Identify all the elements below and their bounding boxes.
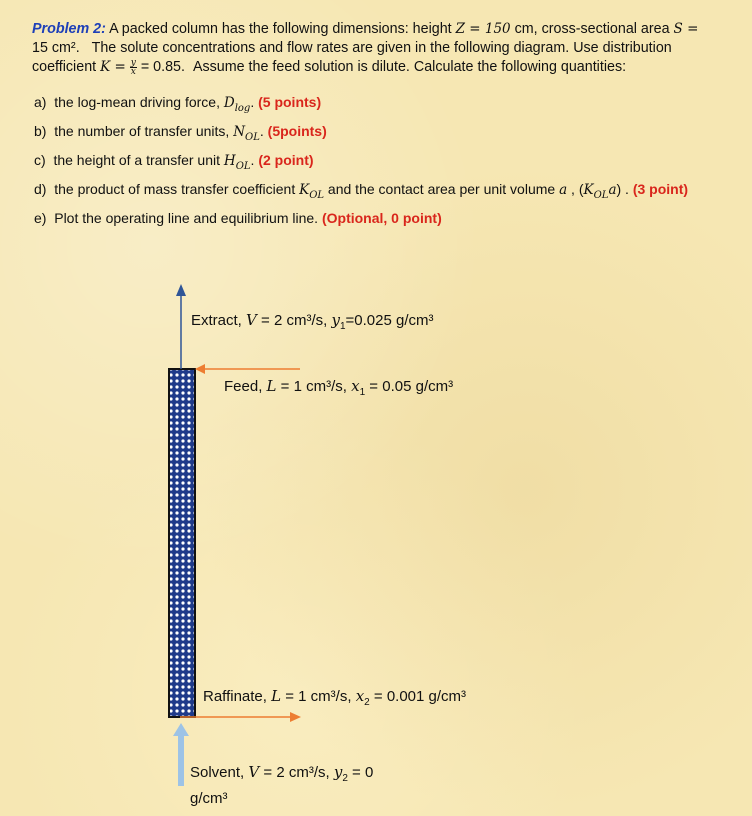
conc-var: y xyxy=(333,763,343,781)
solvent-arrowhead xyxy=(173,723,189,736)
area-value: 15 cm². xyxy=(32,40,84,56)
stream-flow: = 2 cm³/s, xyxy=(259,764,334,781)
question-after-2: , ( xyxy=(567,181,584,197)
question-points: (5points) xyxy=(267,123,327,139)
packed-column xyxy=(169,369,195,717)
coefficient-text: coefficient xyxy=(32,59,101,75)
intro-text: A packed column has the following dimensions: height xyxy=(109,21,456,37)
stream-conc: =0.025 g/cm³ xyxy=(345,312,434,329)
stream-var: L xyxy=(266,377,277,395)
stream-name: Raffinate, xyxy=(203,688,272,705)
conc-var: x xyxy=(351,377,360,395)
question-math-a2: a xyxy=(608,182,617,198)
question-text: the log-mean driving force, xyxy=(54,94,224,110)
question-letter: b) xyxy=(34,123,47,139)
question-points: (5 points) xyxy=(258,94,322,110)
conc-sub: 2 xyxy=(342,773,348,784)
area-expression: S = xyxy=(673,21,699,37)
k-expression: K = xyxy=(100,59,126,75)
question-math: H xyxy=(223,153,236,169)
question-math: D xyxy=(223,95,235,111)
question-points: (Optional, 0 point) xyxy=(321,210,442,226)
solvent-label xyxy=(190,762,373,809)
height-expression: Z = 150 xyxy=(455,21,511,37)
raffinate-arrowhead xyxy=(290,712,301,722)
stream-var: V xyxy=(246,311,257,329)
stream-var: V xyxy=(248,763,260,781)
question-points: (3 point) xyxy=(632,181,689,197)
raffinate-label xyxy=(203,687,466,708)
conc-sub: 1 xyxy=(359,387,366,398)
stream-conc: = 0.05 g/cm³ xyxy=(365,378,454,395)
conc-var: x xyxy=(355,687,365,705)
question-math-a: a xyxy=(559,182,568,198)
question-points: (2 point) xyxy=(258,152,314,168)
stream-conc: = 0.001 g/cm³ xyxy=(369,688,467,705)
question-after: . xyxy=(250,152,259,168)
fraction-numerator: y xyxy=(130,57,136,68)
stream-conc: = 0 xyxy=(347,764,374,781)
stream-var: L xyxy=(271,687,282,705)
feed-arrowhead xyxy=(195,364,205,374)
intro-text-b: cm, cross-sectional area xyxy=(510,21,674,37)
question-math-k: K xyxy=(583,182,594,198)
question-letter: e) xyxy=(34,210,47,226)
question-letter: c) xyxy=(34,152,46,168)
k-value: = 0.85. xyxy=(140,59,185,75)
stream-flow: = 1 cm³/s, xyxy=(281,688,356,705)
assumption-text: Assume the feed solution is dilute. Calculate the following quantities: xyxy=(192,59,627,75)
question-math: N xyxy=(233,124,246,140)
question-text: the height of a transfer unit xyxy=(53,152,224,168)
stream-name: Solvent, xyxy=(190,764,249,781)
extract-label xyxy=(191,311,433,332)
question-after: . xyxy=(250,94,259,110)
question-after: . xyxy=(259,123,268,139)
question-subscript: OL xyxy=(235,160,251,172)
stream-flow: = 2 cm³/s, xyxy=(256,312,332,329)
question-math: K xyxy=(299,182,310,198)
question-text: Plot the operating line and equilibrium line. xyxy=(54,210,322,226)
feed-label xyxy=(224,377,453,398)
problem-label: Problem 2 xyxy=(32,21,102,37)
conc-sub: 1 xyxy=(339,321,346,332)
conc-sub: 2 xyxy=(364,697,370,708)
question-subscript: OL xyxy=(309,189,325,201)
question-after-3: ) . xyxy=(616,181,633,197)
question-letter: d) xyxy=(34,181,47,197)
solvent-arrow-line xyxy=(178,734,184,786)
question-subscript: log xyxy=(234,102,251,114)
conc-var: y xyxy=(331,311,340,329)
extract-arrowhead xyxy=(176,284,186,296)
stream-unit: g/cm³ xyxy=(190,790,228,807)
question-text: the product of mass transfer coefficient xyxy=(54,181,300,197)
problem-statement: Problem 2: A packed column has the following dimensions: height Z = 150 cm, cross-sectional area S = 15 cm². The solute concentrations and flow rates are given in the following diagram. Use distribution coefficient K = $\frac{y}{x}$ = 0.85. Assume the feed solution is dilute. Calculate the following quantities: xyxy=(32,21,699,77)
stream-name: Feed, xyxy=(224,378,267,395)
stream-name: Extract, xyxy=(191,312,247,329)
question-after: and the contact area per unit volume xyxy=(324,181,560,197)
intro-line2: The solute concentrations and flow rates are given in the following diagram. Use distribution xyxy=(91,40,672,56)
question-subscript: OL xyxy=(245,131,260,143)
question-letter: a) xyxy=(34,94,47,110)
stream-flow: = 1 cm³/s, xyxy=(276,378,352,395)
fraction-denominator: x xyxy=(130,66,136,77)
question-text: the number of transfer units, xyxy=(54,123,234,139)
question-subscript-2: OL xyxy=(593,189,609,201)
